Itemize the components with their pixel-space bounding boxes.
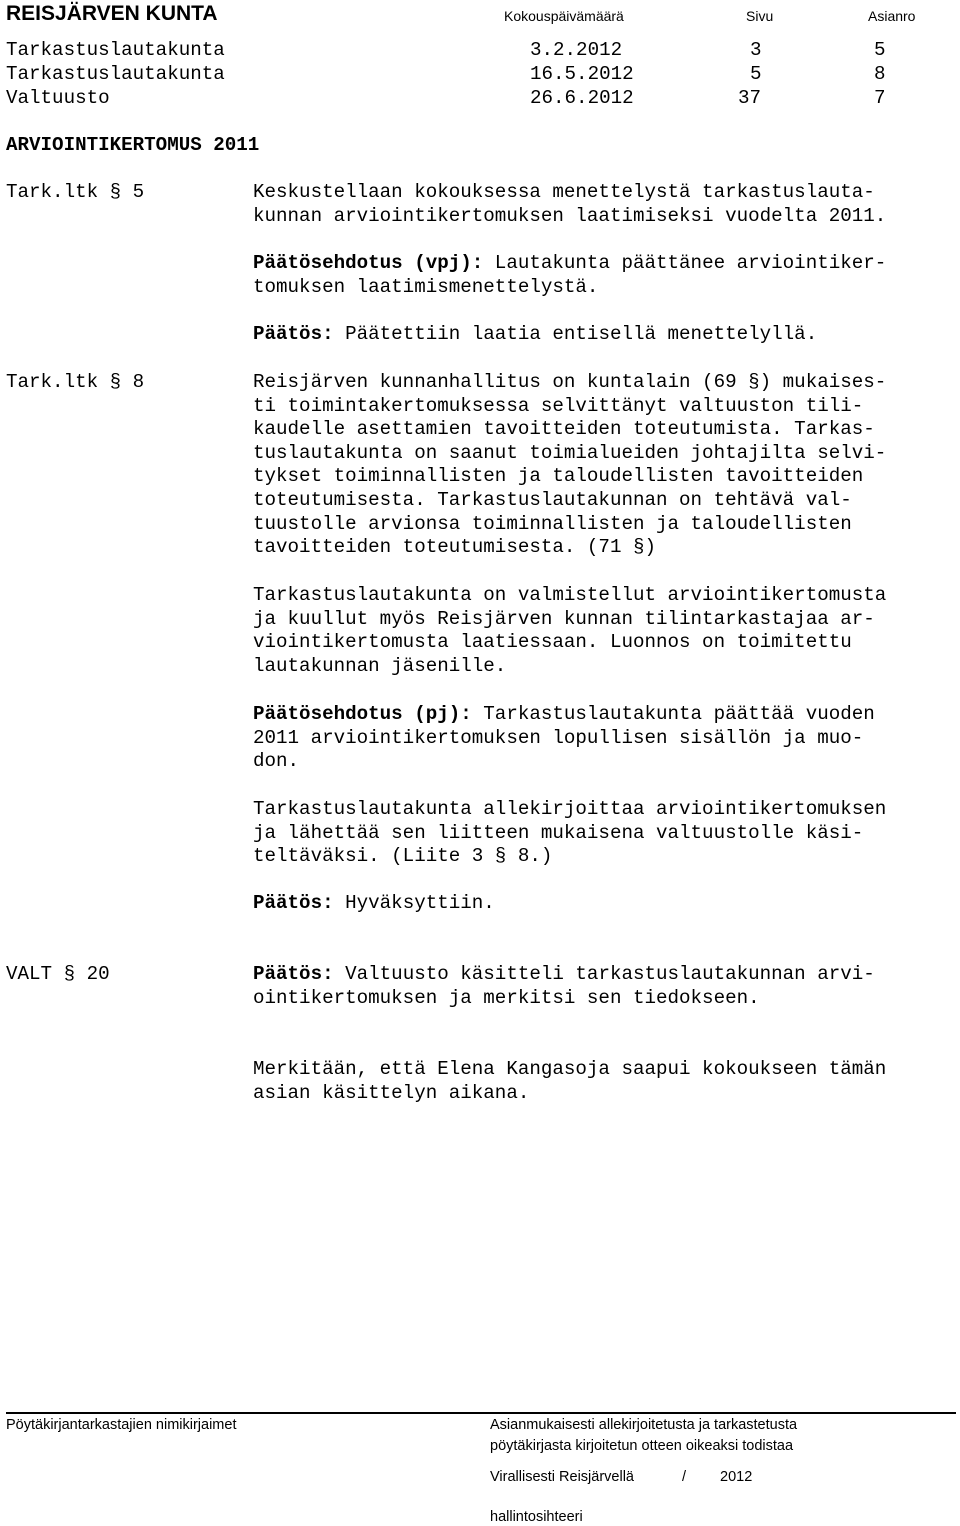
decision-label: Päätös: (253, 963, 334, 985)
proposal-text: Tarkastuslautakunta päättää vuoden 2011 arviointikertomuksen lopullisen sisällön ja muo- don. (253, 703, 875, 773)
decision-text: Päätettiin laatia entisellä menettelyllä. (333, 323, 818, 345)
certification-date-separator: / (682, 1469, 687, 1485)
meeting-item: 5 (874, 39, 886, 61)
meeting-page: 5 (750, 63, 762, 85)
decision-label: Päätös: (253, 892, 334, 914)
proposal-label: Päätösehdotus (pj): (253, 703, 472, 725)
meeting-body: Tarkastuslautakunta (6, 39, 225, 61)
section-paragraph: Tarkastuslautakunta allekirjoittaa arviointikertomuksen ja lähettää sen liitteen mukaisena valtuustolle käsi- teltäväksi. (Liite 3 § 8.) (253, 798, 887, 868)
signature-divider (6, 1412, 956, 1414)
header-date-label: Kokouspäivämäärä (504, 8, 624, 24)
decision-proposal (253, 703, 953, 774)
meeting-page: 37 (738, 87, 762, 109)
decision (253, 323, 953, 347)
meeting-item: 7 (874, 87, 886, 109)
meeting-item: 8 (874, 63, 886, 85)
section-paragraph: Tarkastuslautakunta on valmistellut arviointikertomusta ja kuullut myös Reisjärven kunnan tilintarkastajaa ar- viointikertomusta laatiessaan. Luonnos on toimitettu lautakunnan jäsenille. (253, 584, 887, 677)
meeting-row (6, 63, 886, 87)
section-ref: Tark.ltk § 5 (6, 181, 145, 203)
meeting-date: 3.2.2012 (530, 39, 623, 61)
meeting-date: 26.6.2012 (530, 87, 634, 109)
section-ref: Tark.ltk § 8 (6, 371, 145, 393)
meeting-body: Valtuusto (6, 87, 110, 109)
header-item-label: Asianro (868, 8, 916, 24)
document-title: ARVIOINTIKERTOMUS 2011 (6, 134, 260, 156)
meeting-date: 16.5.2012 (530, 63, 634, 85)
section-intro: Keskustellaan kokouksessa menettelystä tarkastuslauta- kunnan arviointikertomuksen laatimiseksi vuodelta 2011. (253, 181, 887, 227)
meeting-page: 3 (750, 39, 762, 61)
section-ref: VALT § 20 (6, 963, 110, 985)
decision (253, 963, 953, 1010)
certification-line-1: Asianmukaisesti allekirjoitetusta ja tarkastetusta (490, 1417, 798, 1433)
certification-place: Virallisesti Reisjärvellä (490, 1469, 634, 1485)
organization-title: REISJÄRVEN KUNTA (6, 2, 218, 25)
proposal-label: Päätösehdotus (vpj): (253, 252, 484, 274)
decision-text: Hyväksyttiin. (333, 892, 495, 914)
certification-year: 2012 (720, 1469, 753, 1485)
decision-text: Valtuusto käsitteli tarkastuslautakunnan arvi- ointikertomuksen ja merkitsi sen tiedokseen. (253, 963, 875, 1009)
reviewer-initials-label: Pöytäkirjantarkastajien nimikirjaimet (6, 1417, 237, 1433)
signer-title: hallintosihteeri (490, 1509, 583, 1525)
meeting-row (6, 87, 886, 111)
decision (253, 892, 953, 916)
section-paragraph: Reisjärven kunnanhallitus on kuntalain (69 §) mukaises- ti toimintakertomuksessa selvittänyt valtuuston tili- kaudelle asettamien tavoitteiden toteutumista. Tarkas- tuslautakunta on saanut toimialueiden johtajilta selvi- tykset toiminnallisten ja taloudellisten tavoitteiden toteutumisesta. Tarkastuslautakunnan on tehtävä val- tuustolle arvionsa toiminnallisten ja taloudellisten tavoitteiden toteutumisesta. (71 §) (253, 371, 887, 559)
meeting-row (6, 39, 886, 63)
proposal-text: Lautakunta päättänee arviointiker- tomuksen laatimismenettelystä. (253, 252, 887, 298)
section-note: Merkitään, että Elena Kangasoja saapui kokoukseen tämän asian käsittelyn aikana. (253, 1058, 887, 1104)
certification-line-2: pöytäkirjasta kirjoitetun otteen oikeaksi todistaa (490, 1438, 794, 1454)
decision-label: Päätös: (253, 323, 334, 345)
decision-proposal (253, 252, 953, 299)
header-page-label: Sivu (746, 8, 774, 24)
meeting-body: Tarkastuslautakunta (6, 63, 225, 85)
